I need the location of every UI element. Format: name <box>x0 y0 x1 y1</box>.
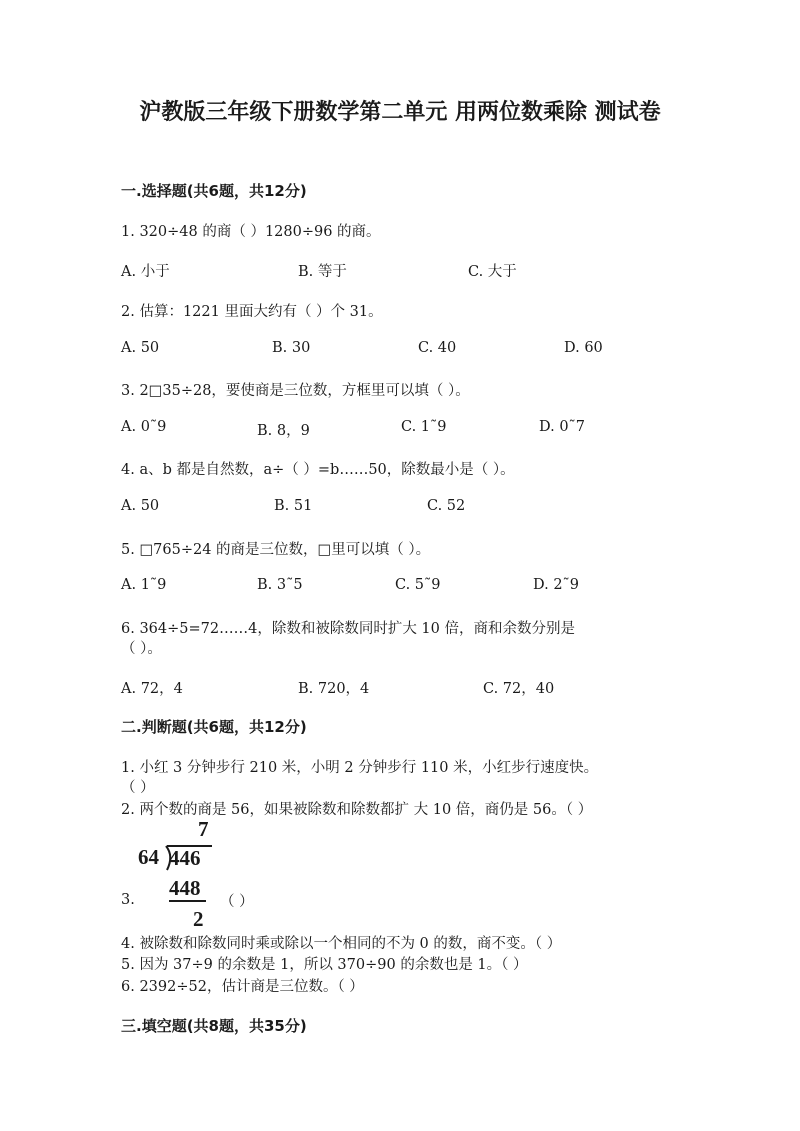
choice-4-option-b[interactable]: B. 51 <box>274 498 313 514</box>
choice-5-option-c[interactable]: C. 5˜9 <box>395 577 441 593</box>
choice-question-2: 2. 估算：1221 里面大约有（ ）个 31。 <box>121 304 383 320</box>
long-division-divisor: 64 <box>138 845 159 869</box>
judge-question-3-answer-blank[interactable]: （ ） <box>220 894 254 910</box>
long-division-figure <box>136 816 226 934</box>
judge-question-5: 5. 因为 37÷9 的余数是 1，所以 370÷90 的余数也是 1。（ ） <box>121 957 528 973</box>
choice-4-option-c[interactable]: C. 52 <box>427 498 466 514</box>
choice-2-option-c[interactable]: C. 40 <box>418 340 457 356</box>
choice-question-1: 1. 320÷48 的商（ ）1280÷96 的商。 <box>121 224 381 240</box>
choice-question-3: 3. 2□35÷28，要使商是三位数，方框里可以填（ ）。 <box>121 383 470 399</box>
choice-3-option-d[interactable]: D. 0˜7 <box>539 419 586 435</box>
judge-question-6: 6. 2392÷52，估计商是三位数。（ ） <box>121 979 364 995</box>
choice-2-option-a[interactable]: A. 50 <box>121 340 160 356</box>
choice-3-option-a[interactable]: A. 0˜9 <box>121 419 167 435</box>
section-heading-judge: 二.判断题(共6题，共12分) <box>121 718 307 736</box>
page-title: 沪教版三年级下册数学第二单元 用两位数乘除 测试卷 <box>139 100 661 125</box>
section-heading-fill: 三.填空题(共8题，共35分) <box>121 1017 307 1035</box>
choice-2-option-d[interactable]: D. 60 <box>564 340 603 356</box>
judge-question-1-continued: （ ） <box>121 780 155 796</box>
choice-3-option-b[interactable]: B. 8，9 <box>257 423 310 439</box>
choice-5-option-a[interactable]: A. 1˜9 <box>121 577 167 593</box>
choice-question-6-continued: （ ）。 <box>121 641 162 657</box>
choice-5-option-b[interactable]: B. 3˜5 <box>257 577 303 593</box>
choice-6-option-c[interactable]: C. 72，40 <box>483 681 555 697</box>
long-division-remainder: 2 <box>193 907 204 931</box>
choice-question-5: 5. □765÷24 的商是三位数，□里可以填（ ）。 <box>121 542 431 558</box>
choice-1-option-b[interactable]: B. 等于 <box>298 264 347 280</box>
choice-1-option-c[interactable]: C. 大于 <box>468 264 517 280</box>
long-division-product: 448 <box>169 876 201 900</box>
judge-question-4: 4. 被除数和除数同时乘或除以一个相同的不为 0 的数，商不变。（ ） <box>121 936 562 952</box>
judge-question-3: 3. <box>121 892 135 908</box>
judge-question-2: 2. 两个数的商是 56，如果被除数和除数都扩 大 10 倍，商仍是 56。（ ） <box>121 802 593 818</box>
choice-6-option-a[interactable]: A. 72，4 <box>121 681 183 697</box>
choice-3-option-c[interactable]: C. 1˜9 <box>401 419 447 435</box>
choice-2-option-b[interactable]: B. 30 <box>272 340 311 356</box>
section-heading-choice: 一.选择题(共6题，共12分) <box>121 182 307 200</box>
choice-5-option-d[interactable]: D. 2˜9 <box>533 577 580 593</box>
long-division-quotient: 7 <box>198 817 209 841</box>
choice-question-4: 4. a、b 都是自然数，a÷（ ）=b……50，除数最小是（ ）。 <box>121 462 515 478</box>
choice-question-6: 6. 364÷5=72……4，除数和被除数同时扩大 10 倍，商和余数分别是 <box>121 621 575 637</box>
choice-4-option-a[interactable]: A. 50 <box>121 498 160 514</box>
long-division-dividend: 446 <box>169 846 201 870</box>
judge-question-1: 1. 小红 3 分钟步行 210 米，小明 2 分钟步行 110 米，小红步行速度快。 <box>121 760 599 776</box>
choice-6-option-b[interactable]: B. 720，4 <box>298 681 370 697</box>
choice-1-option-a[interactable]: A. 小于 <box>121 264 170 280</box>
